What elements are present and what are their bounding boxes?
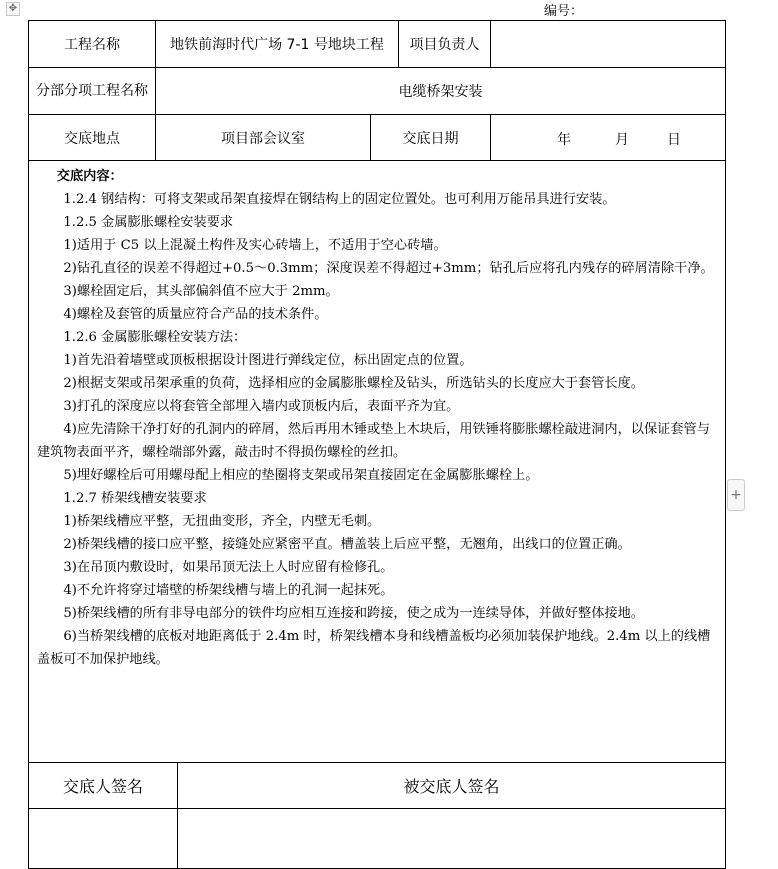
- content-paragraph: 3)螺栓固定后，其头部偏斜值不应大于 2mm。: [63, 284, 339, 299]
- date-year: 年: [557, 132, 571, 148]
- content-paragraph: 1)适用于 C5 以上混凝土构件及实心砖墙上，不适用于空心砖墙。: [63, 238, 447, 253]
- content-paragraph: 1.2.6 金属膨胀螺栓安装方法：: [63, 330, 247, 345]
- project-lead-value: [491, 21, 726, 68]
- content-paragraph: 2)桥架线槽的接口应平整，接缝处应紧密平直。槽盖装上后应平整，无翘角，出线口的位置正确。: [63, 537, 631, 552]
- content-paragraph: 3)打孔的深度应以将套管全部埋入墙内或顶板内后，表面平齐为宜。: [63, 399, 460, 414]
- recipient-signature-field[interactable]: [178, 809, 726, 869]
- date-value: [491, 115, 726, 161]
- subproject-label: 分部分项工程名称: [29, 68, 156, 115]
- content-paragraph: 6)当桥架线槽的底板对地距离低于 2.4m 时，桥架线槽本身和线槽盖板均必须加装保护地线。2.4m 以上的线槽盖板可不加保护地线。: [37, 629, 711, 667]
- discloser-signature-field[interactable]: [29, 809, 178, 869]
- content-paragraph: 1.2.5 金属膨胀螺栓安装要求: [63, 215, 234, 230]
- content-paragraph: 5)桥架线槽的所有非导电部分的铁件均应相互连接和跨接，使之成为一连续导体，并做好整体接地。: [63, 606, 644, 621]
- content-paragraph: 2)根据支架或吊架承重的负荷，选择相应的金属膨胀螺栓及钻头，所选钻头的长度应大于套管长度。: [63, 376, 644, 391]
- project-lead-label: 项目负责人: [399, 21, 491, 68]
- disclosure-table: [28, 20, 726, 869]
- content-paragraph: 4)不允许将穿过墙壁的桥架线槽与墙上的孔洞一起抹死。: [63, 583, 394, 598]
- move-icon[interactable]: ✥: [6, 2, 20, 16]
- content-paragraph: 2)钻孔直径的误差不得超过+0.5～0.3mm；深度误差不得超过+3mm；钻孔后应将孔内残存的碎屑清除干净。: [63, 261, 714, 276]
- project-name-label: 工程名称: [29, 21, 156, 68]
- location-value: 项目部会议室: [156, 115, 371, 161]
- subproject-value: 电缆桥架安装: [156, 68, 726, 115]
- disclosure-content: [29, 161, 725, 671]
- recipient-signature-label: 被交底人签名: [178, 763, 726, 809]
- content-paragraph: 4)应先清除干净打好的孔洞内的碎屑，然后再用木锤或垫上木块后，用铁锤将膨胀螺栓敲进洞内，以保证套管与建筑物表面平齐，螺栓端部外露，敲击时不得损伤螺栓的丝扣。: [37, 422, 710, 460]
- location-label: 交底地点: [29, 115, 156, 161]
- content-paragraph: 1)桥架线槽应平整，无扭曲变形，齐全，内壁无毛刺。: [63, 514, 381, 529]
- date-day: 日: [667, 132, 681, 148]
- content-cell: [29, 161, 726, 763]
- content-heading: 交底内容：: [56, 169, 123, 184]
- plus-icon[interactable]: +: [727, 479, 745, 511]
- content-paragraph: 1.2.7 桥架线槽安装要求: [63, 491, 207, 506]
- content-paragraph: 1.2.4 钢结构：可将支架或吊架直接焊在钢结构上的固定位置处。也可利用万能吊具进行安装。: [63, 192, 616, 207]
- project-name-value: 地铁前海时代广场 7-1 号地块工程: [156, 21, 399, 68]
- content-paragraph: 5)埋好螺栓后可用螺母配上相应的垫圈将支架或吊架直接固定在金属膨胀螺栓上。: [63, 468, 539, 483]
- discloser-signature-label: 交底人签名: [29, 763, 178, 809]
- doc-number-label: 编号：: [544, 4, 584, 19]
- date-month: 月: [615, 132, 629, 148]
- date-label: 交底日期: [371, 115, 491, 161]
- content-paragraph: 4)螺栓及套管的质量应符合产品的技术条件。: [63, 307, 328, 322]
- content-paragraph: 3)在吊顶内敷设时，如果吊顶无法上人时应留有检修孔。: [63, 560, 394, 575]
- content-paragraph: 1)首先沿着墙壁或顶板根据设计图进行弹线定位，标出固定点的位置。: [63, 353, 473, 368]
